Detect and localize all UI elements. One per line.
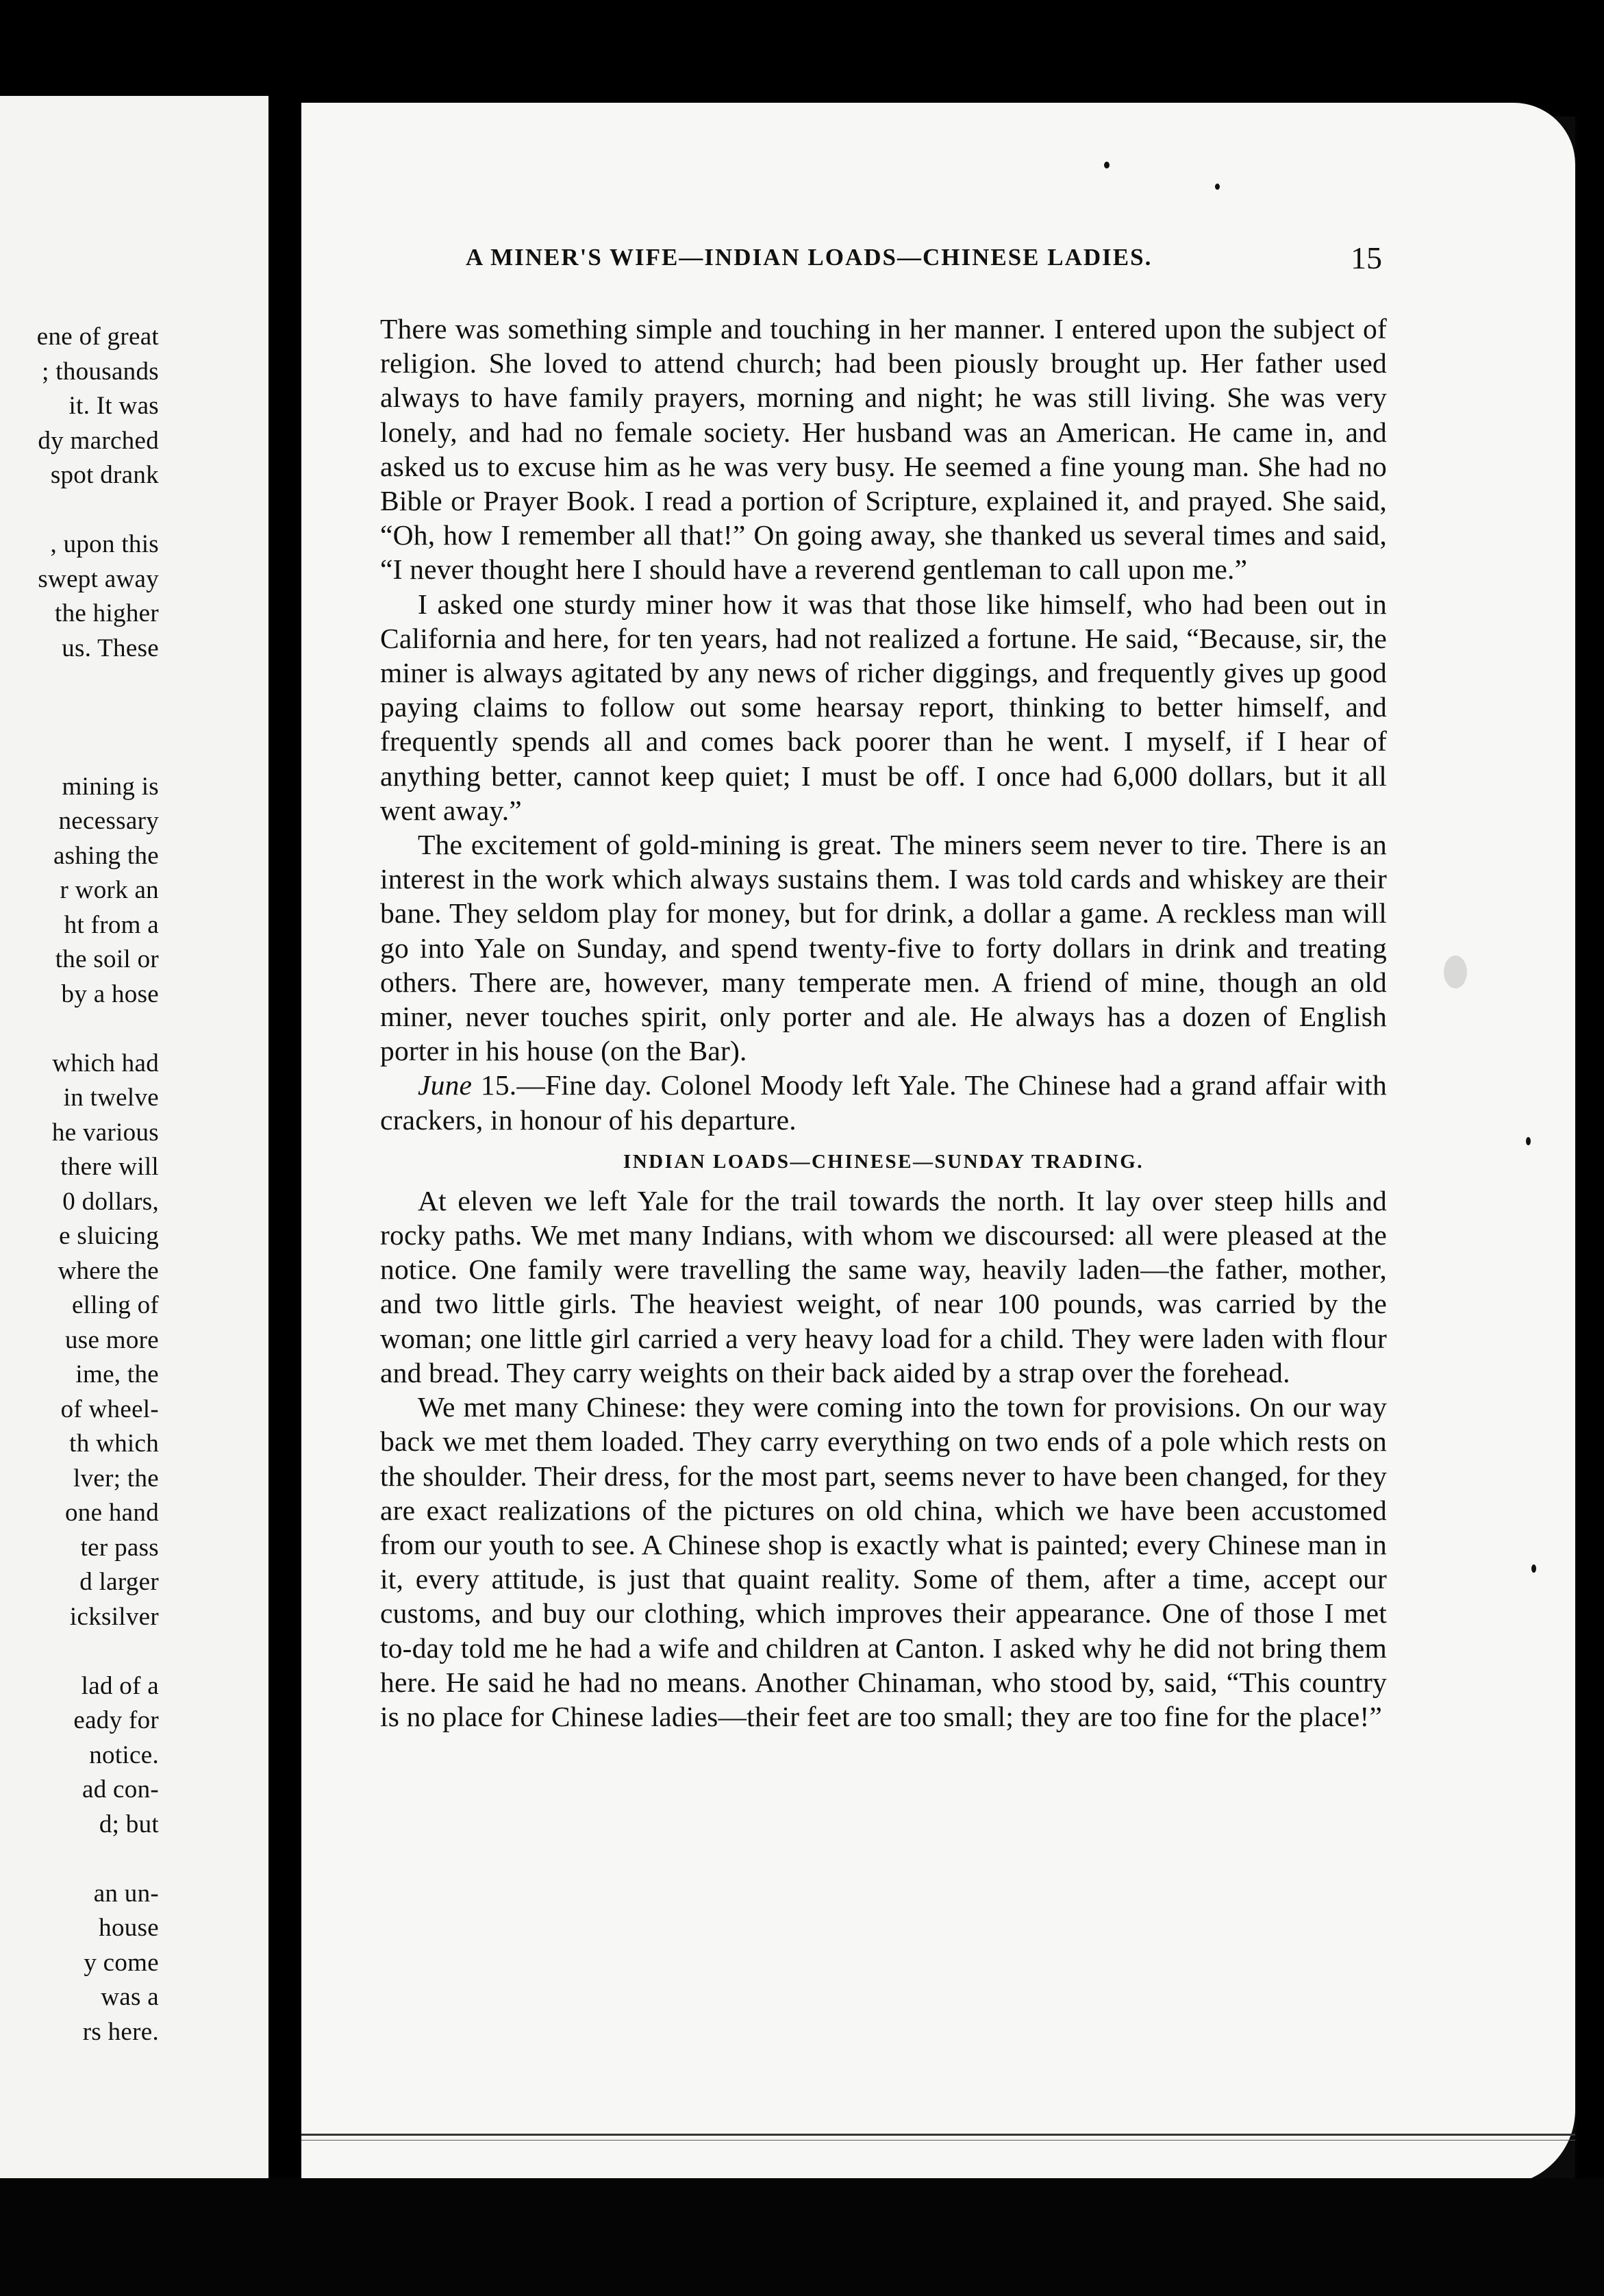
- left-page-line: of wheel-: [60, 1395, 159, 1423]
- left-page-line: y come: [84, 1948, 159, 1977]
- left-page-line: where the: [58, 1256, 159, 1285]
- left-page-line: ime, the: [75, 1360, 159, 1388]
- left-page-line: ad con-: [82, 1775, 159, 1804]
- left-page-line: , upon this: [50, 530, 159, 558]
- left-page-line: the soil or: [55, 945, 159, 973]
- left-page-line: 0 dollars,: [62, 1187, 159, 1216]
- left-page-line: rs here.: [82, 2017, 159, 2046]
- left-page-line: dy marched: [38, 426, 159, 455]
- left-page-line: ashing the: [53, 841, 159, 870]
- scan-border-bottom: [0, 2178, 1604, 2296]
- left-page-line: ter pass: [80, 1533, 159, 1562]
- left-page-line: in twelve: [63, 1084, 159, 1112]
- bottom-rule-thin: [301, 2140, 1575, 2141]
- left-page-line: use more: [65, 1325, 159, 1354]
- paragraph-3: The excitement of gold-mining is great. The miners seem never to tire. There is an interest in the work which always sustains them. I was told cards and whiskey are their bane. They seldom play for money, but for drink, a dollar a game. A reckless man will go into Yale on Sunday, and spend twenty-five to forty dollars in drink and treating others. There are, however, many temperate men. A friend of mine, though an old miner, never touches spirit, only porter and ale. He always has a dozen of English porter in his house (on the Bar).: [380, 829, 1387, 1067]
- left-page-line: was a: [101, 1983, 159, 2011]
- left-page-line: r work an: [60, 876, 159, 904]
- left-page-line: ; thousands: [42, 357, 159, 386]
- left-page-line: eady for: [73, 1706, 159, 1734]
- left-page-line: necessary: [58, 807, 159, 835]
- left-page-line: which had: [52, 1049, 159, 1077]
- paragraph-indian-loads: At eleven we left Yale for the trail towards the north. It lay over steep hills and rocky paths. We met many Indians, with whom we discoursed: all were pleased at the notice. One family were travelling the same way, heavily laden—the father, mother, and two little girls. The heaviest weight, of near 100 pounds, was carried by the woman; one little girl carried a very heavy load for a child. They were laden with flour and bread. They carry weights on their back aided by a strap over the forehead.: [380, 1184, 1387, 1388]
- left-page-line: elling of: [71, 1291, 159, 1319]
- left-page-line: e sluicing: [59, 1222, 159, 1250]
- left-page-line: the higher: [55, 599, 159, 627]
- left-page-line: by a hose: [61, 979, 159, 1008]
- left-page-line: mining is: [62, 772, 159, 801]
- left-page-line: notice.: [89, 1740, 159, 1769]
- paragraph-chinese: We met many Chinese: they were coming into the town for provisions. On our way back we met them loaded. They carry everything on two ends of a pole which rests on the shoulder. Their dress, for the most part, seems never to have been changed, for they are exact realizations of the pictures on old china, which we have been accustomed from our youth to see. A Chinese shop is exactly what is painted; every Chinese man in it, every attitude, is just that quaint reality. Some of them, after a time, accept our customs, and buy our clothing, which improves their appearance. One of those I met to-day told me he had a wife and children at Canton. I asked why he did not bring them here. He said he had no means. Another Chinaman, who stood by, said, “This country is no place for Chinese ladies—their feet are too small; they are too fine for the place!”: [380, 1391, 1387, 1732]
- bottom-rule: [301, 2134, 1575, 2136]
- left-page-line: lver; the: [73, 1464, 159, 1493]
- scan-speck: [1526, 1137, 1531, 1145]
- left-page-line: th which: [69, 1430, 159, 1458]
- left-page-line: ht from a: [64, 910, 159, 939]
- left-page-line: lad of a: [81, 1671, 159, 1700]
- left-page-line: spot drank: [50, 461, 159, 489]
- paragraph-1: There was something simple and touching in her manner. I entered upon the subject of religion. She loved to attend church; had been piously brought up. Her father used always to have family prayers, morning and night; he was still living. She was very lonely, and had no female society. Her husband was an American. He came in, and asked us to excuse him as he was very busy. He seemed a fine young man. She had no Bible or Prayer Book. I read a portion of Scripture, explained it, and prayed. She said, “Oh, how I remember all that!” On going away, she thanked us several times and said, “I never thought here I should have a reverend gentleman to call upon me.”: [380, 313, 1387, 586]
- left-page-line: ene of great: [36, 323, 159, 351]
- left-page-line: d; but: [99, 1810, 159, 1838]
- left-page-line: icksilver: [69, 1602, 159, 1631]
- page-body: [380, 312, 1387, 1734]
- left-page-line: us. These: [62, 634, 159, 662]
- left-page-line: an un-: [93, 1879, 159, 1908]
- paragraph-2: I asked one sturdy miner how it was that those like himself, who had been out in California and here, for ten years, had not realized a fortune. He said, “Because, sir, the miner is always agitated by any news of richer diggings, and frequently gives up good paying claims to follow out some hearsay report, thinking to better himself, and frequently spends all and comes back poorer than he went. I myself, if I hear of anything better, cannot keep quiet; I must be off. I once had 6,000 dollars, but it all went away.”: [380, 588, 1387, 826]
- running-head: A MINER'S WIFE—INDIAN LOADS—CHINESE LADIES.: [466, 244, 1153, 271]
- scan-speck: [1531, 1564, 1536, 1573]
- entry-text: 15.—Fine day. Colonel Moody left Yale. The Chinese had a grand affair with crackers, in honour of his departure.: [380, 1069, 1387, 1136]
- left-page-line: d larger: [79, 1568, 159, 1596]
- scan-speck: [1215, 184, 1220, 190]
- scan-speck: [1104, 162, 1110, 169]
- section-heading: INDIAN LOADS—CHINESE—SUNDAY TRADING.: [623, 1150, 1144, 1173]
- diary-entry-june-15: [380, 1068, 1387, 1136]
- left-page-line: one hand: [65, 1499, 159, 1527]
- page-number: 15: [1351, 240, 1382, 275]
- scan-smudge: [1444, 956, 1467, 988]
- left-page-line: house: [99, 1914, 159, 1942]
- entry-date: June: [418, 1069, 473, 1101]
- left-page-line: swept away: [38, 564, 159, 593]
- left-page-line: he various: [51, 1118, 159, 1147]
- scan-border-right: [1575, 0, 1604, 2296]
- left-page-line: it. It was: [68, 392, 159, 420]
- book-gutter: [268, 75, 301, 2206]
- left-page-line: there will: [60, 1153, 159, 1181]
